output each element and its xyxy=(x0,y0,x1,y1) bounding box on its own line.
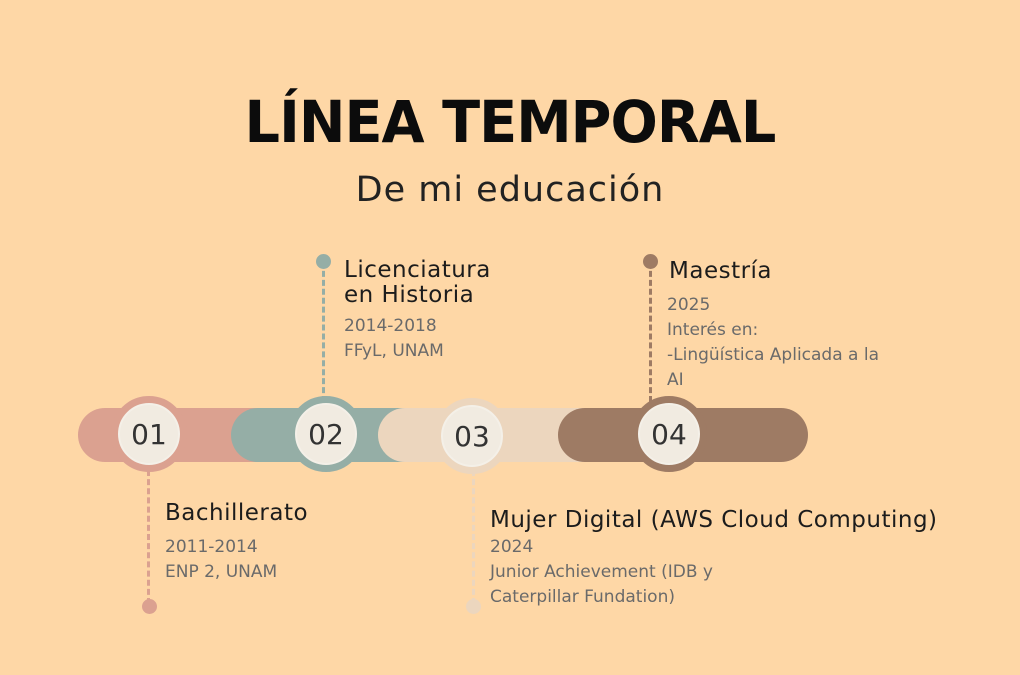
connector-dot-01 xyxy=(142,599,157,614)
stage-heading-01: Bachillerato xyxy=(165,500,309,526)
stage-heading-02-line-2: en Historia xyxy=(344,282,475,308)
stage-detail-04-line-3: -Lingüística Aplicada a la xyxy=(667,345,880,365)
stage-detail-03-line-2: Junior Achievement (IDB y xyxy=(490,562,713,582)
connector-line-04 xyxy=(649,262,652,402)
stage-heading-03: Mujer Digital (AWS Cloud Computing) xyxy=(490,507,938,533)
stage-detail-01-line-2: ENP 2, UNAM xyxy=(165,562,278,582)
connector-line-01 xyxy=(147,470,150,604)
stage-heading-04: Maestría xyxy=(669,258,773,284)
stage-detail-04-line-2: Interés en: xyxy=(667,320,759,340)
stage-number-02: 02 xyxy=(288,396,364,472)
connector-dot-04 xyxy=(643,254,658,269)
stage-detail-01-line-1: 2011-2014 xyxy=(165,537,258,557)
page-title: LÍNEA TEMPORAL xyxy=(244,88,776,156)
stage-detail-02-line-1: 2014-2018 xyxy=(344,316,437,336)
connector-dot-03 xyxy=(466,599,481,614)
stage-detail-03-line-1: 2024 xyxy=(490,537,534,557)
stage-detail-04-line-1: 2025 xyxy=(667,295,711,315)
stage-detail-02-line-2: FFyL, UNAM xyxy=(344,341,444,361)
stage-detail-03-line-3: Caterpillar Fundation) xyxy=(490,587,675,607)
page-subtitle: De mi educación xyxy=(355,170,665,210)
stage-number-01: 01 xyxy=(111,396,187,472)
connector-line-02 xyxy=(322,262,325,402)
stage-number-04: 04 xyxy=(631,396,707,472)
connector-line-03 xyxy=(472,470,475,604)
stage-detail-04-line-4: AI xyxy=(667,370,684,390)
stage-heading-02-line-1: Licenciatura xyxy=(344,257,491,283)
stage-number-03: 03 xyxy=(434,398,510,474)
connector-dot-02 xyxy=(316,254,331,269)
